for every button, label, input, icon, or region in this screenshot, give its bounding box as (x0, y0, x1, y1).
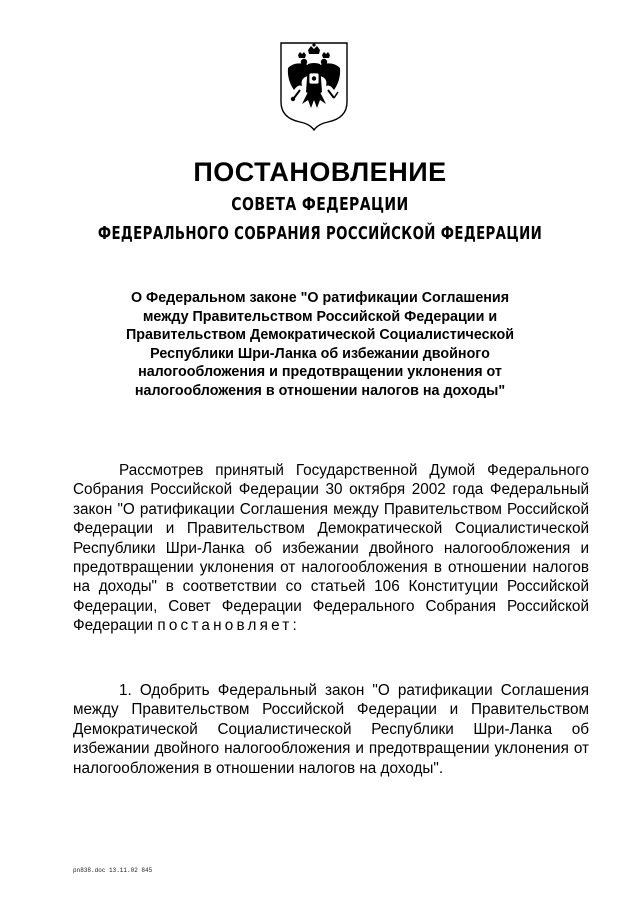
subject-line: О Федеральном законе "О ратификации Соглашения (130, 290, 510, 306)
russian-coat-of-arms-icon (278, 40, 350, 132)
preamble-text: Рассмотрев принятый Государственной Думой Федерального Собрания Российской Федерации 30 октября 2002 года Федеральный закон "О ратификации Соглашения между Правительством Российской Федерации и Правительством Демократической Социалистической Республики Шри-Ланка об избежании двойного налогообложения и предотвращении уклонения от налогообложения в отношении налогов на доходы" в соответствии со статьей 106 Конституции Российской Федерации, Совет Федерации Федерального Собрания Российской Федерации (73, 462, 589, 635)
approval-clause: 1. Одобрить Федеральный закон "О ратификации Соглашения между Правительством Российской Федерации и Правительством Демократической Социалистической Республики Шри-Ланка об избежании двойного налогообложения и предотвращении уклонения от налогообложения в отношении налогов на доходы". (73, 682, 589, 777)
document-subtitle-council: СОВЕТА ФЕДЕРАЦИИ (231, 194, 409, 215)
subject-line: Правительством Демократической Социалистической (125, 327, 515, 344)
resolves-word: постановляет: (157, 617, 300, 635)
preamble-paragraph (73, 461, 589, 636)
subject-line: Республики Шри-Ланка об избежании двойного (150, 345, 490, 362)
subject-line: между Правительством Российской Федерации и (142, 308, 498, 325)
subject-line: налогообложения в отношении налогов на доходы" (134, 382, 506, 399)
document-title: ПОСТАНОВЛЕНИЕ (193, 157, 447, 187)
document-subtitle-assembly: ФЕДЕРАЛЬНОГО СОБРАНИЯ РОССИЙСКОЙ ФЕДЕРАЦИИ (97, 223, 543, 244)
resolution-subject (100, 289, 540, 401)
subject-line: налогообложения и предотвращении уклонения от (138, 364, 502, 381)
document-code: pn838.doc 13.11.02 845 (73, 867, 153, 874)
